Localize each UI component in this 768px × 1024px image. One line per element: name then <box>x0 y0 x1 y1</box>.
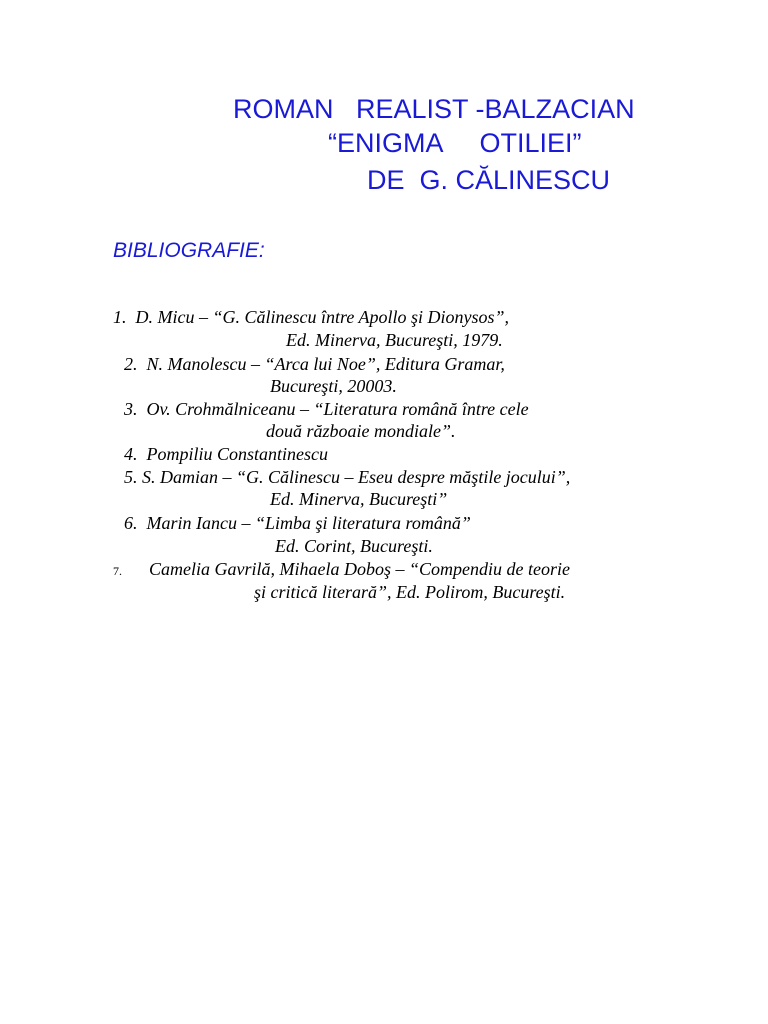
reference-line: Ed. Corint, Bucureşti. <box>275 536 433 556</box>
reference-line: Ed. Minerva, Bucureşti” <box>270 489 448 509</box>
reference-line: Ed. Minerva, Bucureşti, 1979. <box>286 330 503 350</box>
reference-line: 3. Ov. Crohmălniceanu – “Literatura română între cele <box>124 399 529 419</box>
reference-line: 4. Pompiliu Constantinescu <box>124 444 328 464</box>
reference-line: Bucureşti, 20003. <box>270 376 397 396</box>
reference-line: Camelia Gavrilă, Mihaela Doboş – “Compendiu de teorie <box>149 559 570 579</box>
bibliography-heading: BIBLIOGRAFIE: <box>113 239 265 262</box>
reference-number: 7. <box>113 564 122 578</box>
reference-line: două războaie mondiale”. <box>266 421 456 441</box>
reference-line: 5. S. Damian – “G. Călinescu – Eseu despre măştile jocului”, <box>124 467 571 487</box>
reference-line: 6. Marin Iancu – “Limba şi literatura română” <box>124 513 471 533</box>
reference-line: şi critică literară”, Ed. Polirom, Bucureşti. <box>254 582 566 602</box>
reference-line: 2. N. Manolescu – “Arca lui Noe”, Editura Gramar, <box>124 354 505 374</box>
title-line-3: DE G. CĂLINESCU <box>367 165 611 195</box>
reference-line: 1. D. Micu – “G. Călinescu între Apollo şi Dionysos”, <box>113 307 509 327</box>
title-line-1: ROMAN REALIST -BALZACIAN <box>233 94 635 124</box>
title-line-2: “ENIGMA OTILIEI” <box>328 128 582 158</box>
